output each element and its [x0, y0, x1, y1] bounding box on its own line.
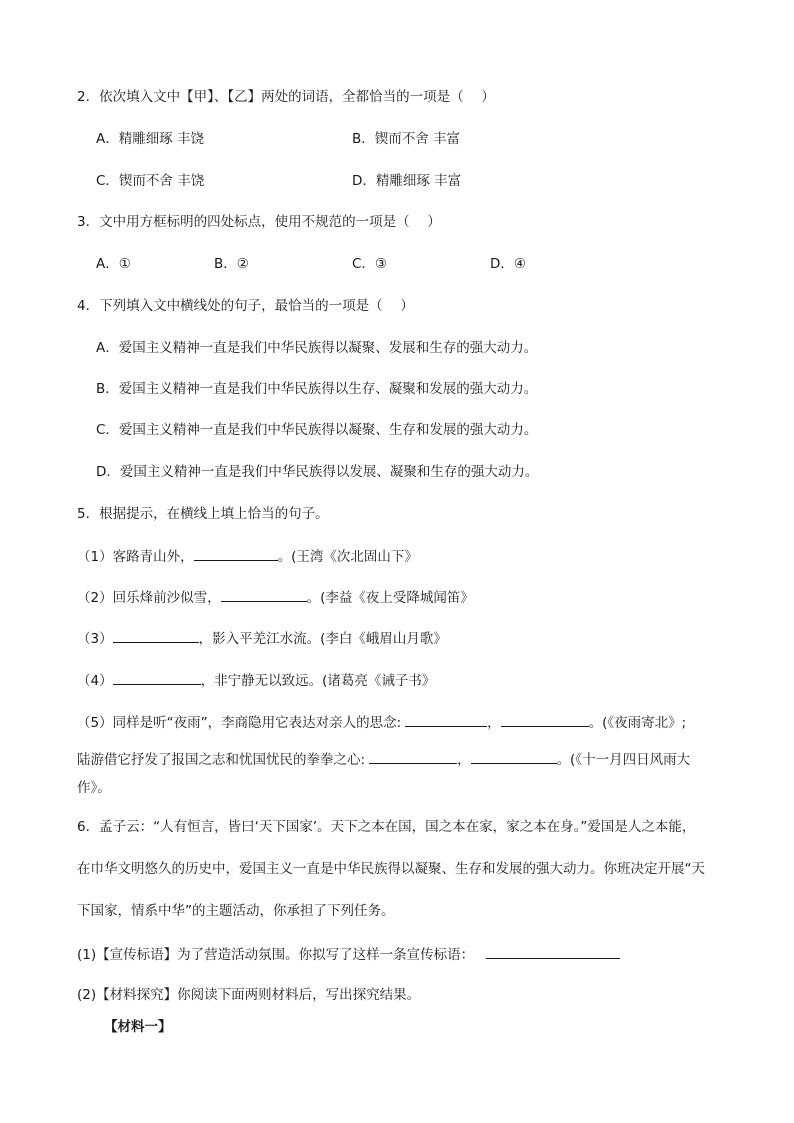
q2-option-d: D．精雕细琢 丰富 — [352, 173, 462, 189]
q5-item-2 — [77, 587, 474, 607]
q5-item-5b-source: 。(《十一月四日风雨大 — [556, 752, 691, 768]
q6-paragraph-line-1: 6．孟子云：“人有恒言，皆曰‘天下国家’。天下之本在国，国之本在家，家之本在身。”爱国是人之本能， — [77, 819, 696, 835]
q5-item-3 — [77, 628, 447, 648]
q5-item-3-prefix: （3） — [77, 631, 113, 647]
q3-option-b: B．② — [214, 256, 249, 272]
q5-item-5-source: 。(《夜雨寄北》; — [588, 715, 687, 731]
q6-task-1-text: (1)【宣传标语】为了营造活动氛围。你拟写了这样一条宣传标语： — [77, 947, 475, 963]
q3-option-c: C．③ — [352, 256, 388, 272]
q4-stem: 4．下列填入文中横线处的句子，最恰当的一项是（ ） — [77, 298, 414, 314]
q6-task-2: (2)【材料探究】你阅读下面两则材料后，写出探究结果。 — [77, 987, 421, 1003]
q5-item-5-blank-2[interactable] — [501, 712, 589, 727]
q5-item-5-comma: ， — [487, 715, 501, 731]
q6-paragraph-line-2: 在巾华文明悠久的历史中，爱国主义一直是中华民族得以凝聚、生存和发展的强大动力。你班决定开展“天 — [77, 861, 705, 877]
q5-item-4-prefix: （4） — [77, 673, 113, 689]
q2-option-c: C．锲而不舍 丰饶 — [96, 173, 205, 189]
q5-item-5-line-2 — [77, 749, 690, 769]
q2-option-b: B．锲而不舍 丰富 — [352, 131, 461, 147]
q5-item-5b-blank-1[interactable] — [369, 749, 457, 764]
q2-stem: 2．依次填入文中【甲】、【乙】两处的词语，全都恰当的一项是（ ） — [77, 89, 495, 105]
q3-option-a: A．① — [96, 256, 131, 272]
q3-stem: 3．文中用方框标明的四处标点，使用不规范的一项是（ ） — [77, 214, 441, 230]
q4-option-b: B．爱国主义精神一直是我们中华民族得以生存、凝聚和发展的强大动力。 — [96, 381, 538, 397]
q5-item-2-blank[interactable] — [221, 587, 307, 602]
q6-task-1 — [77, 944, 620, 964]
q5-item-1-source: 。(王湾《次北固山下》 — [277, 549, 418, 565]
q4-option-c: C．爱国主义精神一直是我们中华民族得以凝聚、生存和发展的强大动力。 — [96, 422, 538, 438]
q5-item-5-line-3: 作》。 — [77, 780, 111, 796]
q5-item-1-prefix: （1）客路青山外， — [77, 549, 194, 565]
q5-item-3-blank[interactable] — [113, 628, 199, 643]
q5-item-5b-blank-2[interactable] — [471, 749, 557, 764]
material-one-label: 【材料一】 — [104, 1019, 172, 1035]
q5-item-5b-prefix: 陆游借它抒发了报国之志和忧国忧民的拳拳之心: — [77, 752, 366, 768]
q5-item-4-source: ，非宁静无以致远。(诸葛亮《诫子书》 — [200, 673, 436, 689]
q4-option-d: D．爱国主义精神一直是我们中华民族得以发展、凝聚和生存的强大动力。 — [96, 464, 539, 480]
q5-item-4-blank[interactable] — [113, 670, 201, 685]
q6-paragraph-line-3: 下国家，情系中华”的主题活动，你承担了下列任务。 — [77, 903, 395, 919]
q5-item-1-blank[interactable] — [194, 546, 278, 561]
q5-item-5 — [77, 712, 686, 732]
q2-option-a: A．精雕细琢 丰饶 — [96, 131, 205, 147]
q4-option-a: A．爱国主义精神一直是我们中华民族得以凝聚、发展和生存的强大动力。 — [96, 340, 538, 356]
q5-item-3-source: ，影入平羌江水流。(李白《峨眉山月歌》 — [198, 631, 447, 647]
q5-item-5-prefix: （5）同样是听“夜雨”，李商隐用它表达对亲人的思念: — [77, 715, 402, 731]
q5-item-1 — [77, 546, 418, 566]
q5-item-4 — [77, 670, 435, 690]
q5-item-5-blank-1[interactable] — [405, 712, 487, 727]
q3-option-d: D．④ — [490, 256, 526, 272]
q6-slogan-blank[interactable] — [486, 944, 620, 959]
q5-stem: 5．根据提示，在横线上填上恰当的句子。 — [77, 506, 329, 522]
q5-item-5b-comma: ， — [457, 752, 471, 768]
q5-item-2-source: 。(李益《夜上受降城闻笛》 — [306, 590, 474, 606]
q5-item-2-prefix: （2）回乐烽前沙似雪， — [77, 590, 221, 606]
